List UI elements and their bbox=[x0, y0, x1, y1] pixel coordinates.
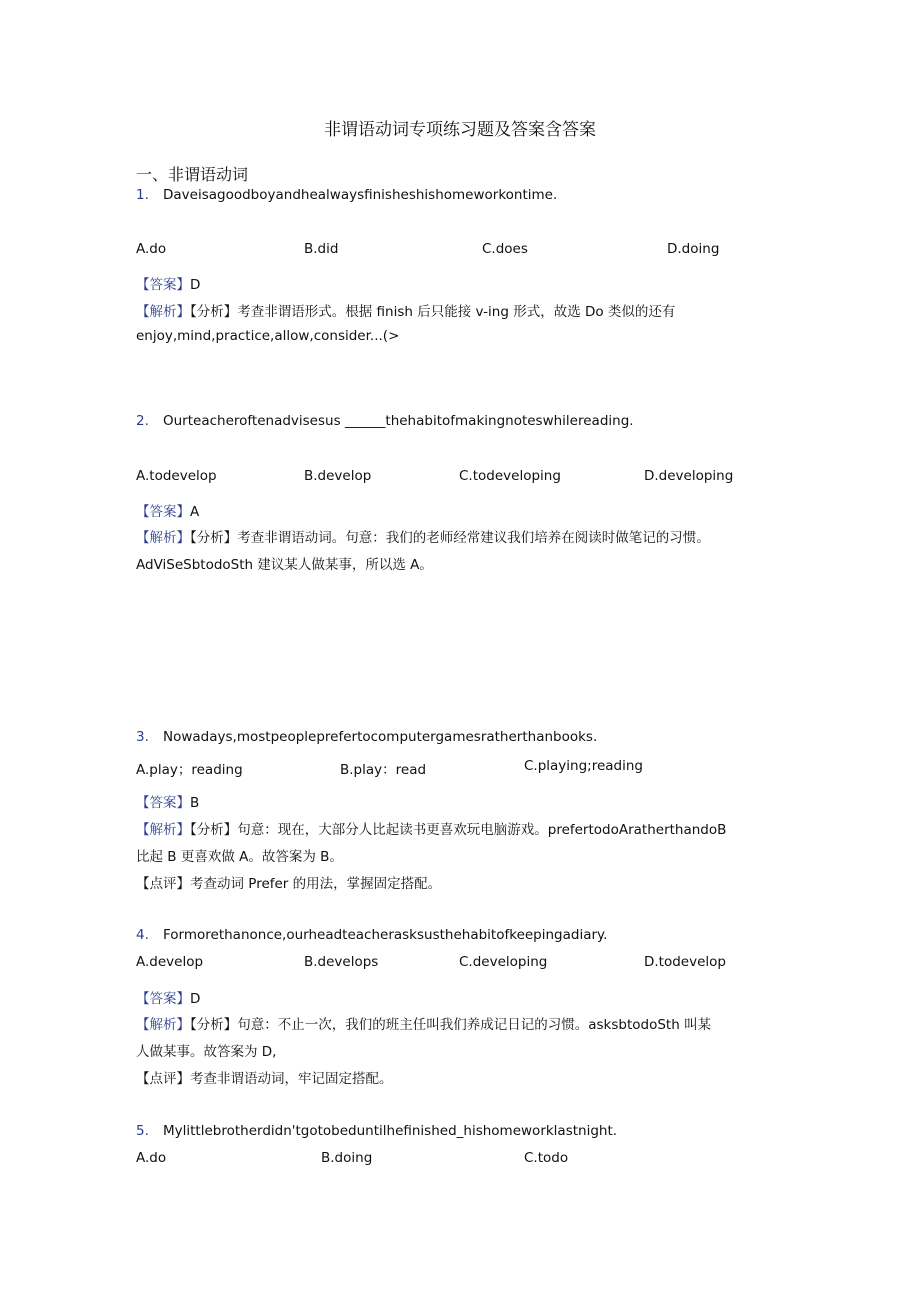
answer-line bbox=[136, 791, 199, 811]
option-b: B.play：read bbox=[340, 762, 427, 778]
answer-value: B bbox=[190, 795, 200, 811]
answer-label: 【答案】 bbox=[136, 277, 190, 293]
review-label: 【点评】 bbox=[136, 876, 190, 892]
option-c: C.todeveloping bbox=[459, 468, 561, 484]
analysis-text: 【分析】句意：不止一次，我们的班主任叫我们养成记日记的习惯。asksbtodoSth 叫某 bbox=[190, 1017, 712, 1033]
analysis-text: 【分析】句意：现在，大部分人比起读书更喜欢玩电脑游戏。prefertodoAratherthandoB bbox=[190, 822, 727, 838]
option-a: A.do bbox=[136, 241, 167, 257]
question-number: 3. bbox=[136, 729, 149, 745]
question-2 bbox=[136, 413, 634, 429]
analysis-text-continued: 人做某事。故答案为 D, bbox=[136, 1044, 277, 1060]
option-c: C.does bbox=[482, 241, 528, 257]
question-3 bbox=[136, 729, 597, 745]
answer-line bbox=[136, 987, 200, 1007]
option-d: D.developing bbox=[644, 468, 734, 484]
analysis-label: 【解析】 bbox=[136, 530, 190, 546]
review-line bbox=[136, 872, 441, 892]
question-number: 4. bbox=[136, 927, 149, 943]
option-b: B.doing bbox=[321, 1150, 373, 1166]
analysis-line bbox=[136, 300, 675, 320]
answer-value: D bbox=[190, 277, 201, 293]
question-text: Daveisagoodboyandhealwaysfinisheshishomeworkontime. bbox=[163, 187, 558, 203]
question-number: 1. bbox=[136, 187, 149, 203]
analysis-label: 【解析】 bbox=[136, 822, 190, 838]
question-text: Nowadays,mostpeopleprefertocomputergamesratherthanbooks. bbox=[163, 729, 598, 745]
option-d: D.doing bbox=[667, 241, 720, 257]
analysis-line bbox=[136, 526, 710, 546]
section-heading: 一、非谓语动词 bbox=[136, 165, 249, 184]
option-b: B.develops bbox=[304, 954, 379, 970]
question-text: Ourteacheroftenadvisesus ______thehabitofmakingnoteswhilereading. bbox=[163, 413, 634, 429]
question-text: Formorethanonce,ourheadteacherasksusthehabitofkeepingadiary. bbox=[163, 927, 608, 943]
answer-line bbox=[136, 500, 199, 520]
answer-label: 【答案】 bbox=[136, 991, 190, 1007]
review-label: 【点评】 bbox=[136, 1071, 190, 1087]
option-a: A.todevelop bbox=[136, 468, 217, 484]
analysis-line bbox=[136, 818, 726, 838]
question-number: 2. bbox=[136, 413, 149, 429]
analysis-text: 【分析】考查非谓语形式。根据 finish 后只能接 v-ing 形式，故选 Do 类似的还有 bbox=[190, 304, 676, 320]
option-b: B.did bbox=[304, 241, 339, 257]
question-4 bbox=[136, 927, 607, 943]
analysis-text-continued: enjoy,mind,practice,allow,consider...(> bbox=[136, 328, 400, 344]
option-b: B.develop bbox=[304, 468, 372, 484]
question-1 bbox=[136, 187, 557, 203]
option-a: A.play；reading bbox=[136, 762, 243, 778]
option-c: C.developing bbox=[459, 954, 548, 970]
question-text: Mylittlebrotherdidn'tgotobeduntilhefinished_hishomeworklastnight. bbox=[163, 1123, 618, 1139]
option-c: C.playing;reading bbox=[524, 758, 644, 774]
answer-value: A bbox=[190, 504, 200, 520]
analysis-text-continued: AdViSeSbtodoSth 建议某人做某事，所以选 A。 bbox=[136, 557, 433, 573]
answer-value: D bbox=[190, 991, 201, 1007]
page-title: 非谓语动词专项练习题及答案含答案 bbox=[324, 120, 596, 140]
question-5 bbox=[136, 1123, 617, 1139]
analysis-label: 【解析】 bbox=[136, 304, 190, 320]
option-c: C.todo bbox=[524, 1150, 569, 1166]
answer-line bbox=[136, 273, 200, 293]
question-number: 5. bbox=[136, 1123, 149, 1139]
answer-label: 【答案】 bbox=[136, 795, 190, 811]
review-line bbox=[136, 1067, 393, 1087]
analysis-label: 【解析】 bbox=[136, 1017, 190, 1033]
option-a: A.develop bbox=[136, 954, 204, 970]
option-d: D.todevelop bbox=[644, 954, 726, 970]
analysis-line bbox=[136, 1013, 711, 1033]
review-text: 考查动词 Prefer 的用法，掌握固定搭配。 bbox=[190, 876, 442, 892]
review-text: 考查非谓语动词，牢记固定搭配。 bbox=[190, 1071, 393, 1087]
answer-label: 【答案】 bbox=[136, 504, 190, 520]
option-a: A.do bbox=[136, 1150, 167, 1166]
analysis-text: 【分析】考查非谓语动词。句意：我们的老师经常建议我们培养在阅读时做笔记的习惯。 bbox=[190, 530, 710, 546]
analysis-text-continued: 比起 B 更喜欢做 A。故答案为 B。 bbox=[136, 849, 343, 865]
